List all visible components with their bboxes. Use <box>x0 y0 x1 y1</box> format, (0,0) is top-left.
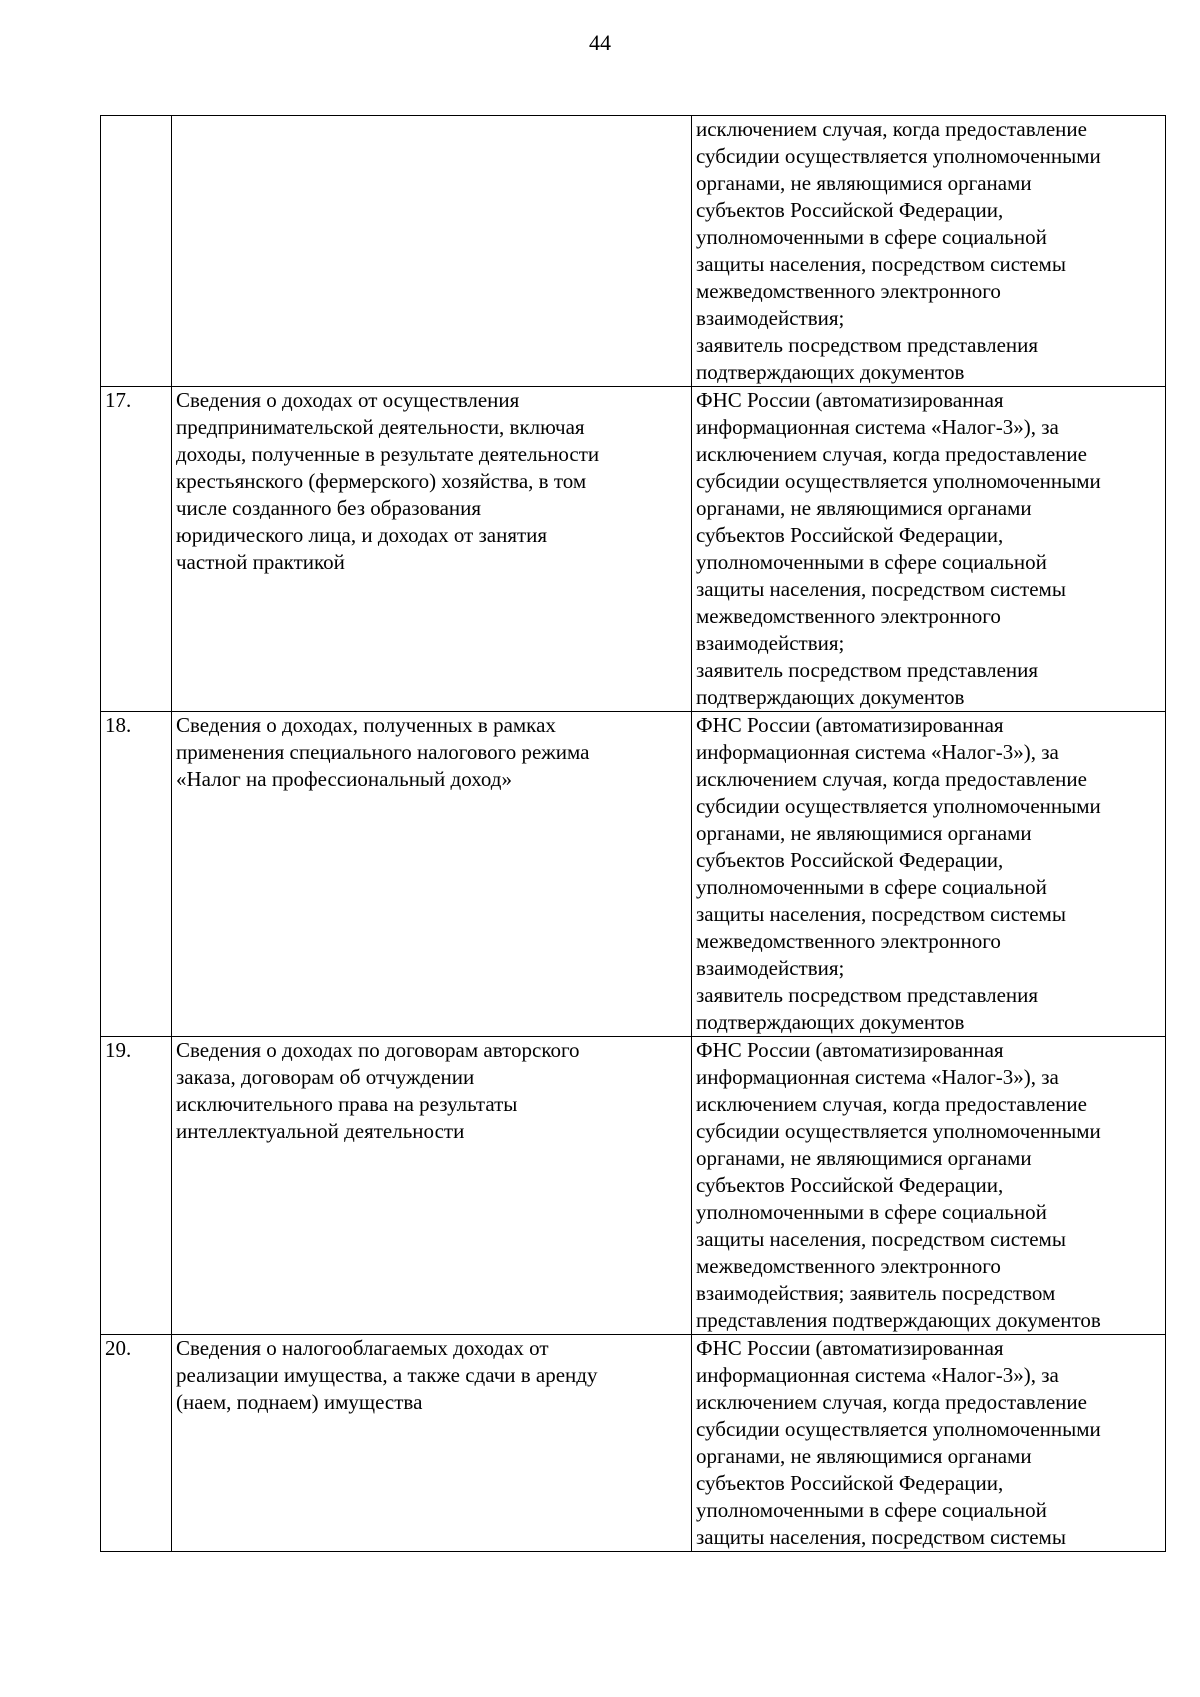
source-line: уполномоченными в сфере социальной <box>696 875 1047 899</box>
source-line: защиты населения, посредством системы <box>696 1227 1066 1251</box>
source-line: ФНС России (автоматизированная <box>696 1336 1004 1360</box>
source-line: защиты населения, посредством системы <box>696 577 1066 601</box>
source-cell <box>692 1037 1166 1335</box>
source-line: заявитель посредством представления <box>696 983 1039 1007</box>
source-line: исключением случая, когда предоставление <box>696 117 1087 141</box>
source-line: ФНС России (автоматизированная <box>696 713 1004 737</box>
source-line: межведомственного электронного <box>696 1254 1001 1278</box>
source-line: подтверждающих документов <box>696 360 965 384</box>
source-line: субсидии осуществляется уполномоченными <box>696 1417 1101 1441</box>
source-line: информационная система «Налог-3»), за <box>696 1363 1059 1387</box>
source-line: межведомственного электронного <box>696 604 1001 628</box>
info-line: (наем, поднаем) имущества <box>176 1390 423 1414</box>
source-line: ФНС России (автоматизированная <box>696 1038 1004 1062</box>
source-line: субъектов Российской Федерации, <box>696 1471 1004 1495</box>
info-line: реализации имущества, а также сдачи в аренду <box>176 1363 598 1387</box>
info-line: Сведения о доходах, полученных в рамках <box>176 713 556 737</box>
info-line: Сведения о доходах по договорам авторского <box>176 1038 580 1062</box>
info-line: частной практикой <box>176 550 345 574</box>
source-line: межведомственного электронного <box>696 929 1001 953</box>
source-line: субъектов Российской Федерации, <box>696 1173 1004 1197</box>
info-cell <box>172 1037 692 1335</box>
source-line: взаимодействия; <box>696 956 845 980</box>
source-line: исключением случая, когда предоставление <box>696 1092 1087 1116</box>
source-line: субъектов Российской Федерации, <box>696 848 1004 872</box>
table-row <box>101 712 1166 1037</box>
source-line: органами, не являющимися органами <box>696 1146 1032 1170</box>
source-line: субъектов Российской Федерации, <box>696 198 1004 222</box>
table-row <box>101 387 1166 712</box>
source-line: защиты населения, посредством системы <box>696 1525 1066 1549</box>
info-line: числе созданного без образования <box>176 496 482 520</box>
source-line: уполномоченными в сфере социальной <box>696 1498 1047 1522</box>
source-cell <box>692 1335 1166 1552</box>
source-line: защиты населения, посредством системы <box>696 252 1066 276</box>
source-line: субсидии осуществляется уполномоченными <box>696 469 1101 493</box>
page-number: 44 <box>589 30 611 55</box>
source-line: взаимодействия; <box>696 306 845 330</box>
source-line: заявитель посредством представления <box>696 658 1039 682</box>
source-line: представления подтверждающих документов <box>696 1308 1101 1332</box>
row-number: 19. <box>101 1037 172 1335</box>
source-line: заявитель посредством представления <box>696 333 1039 357</box>
info-line: применения специального налогового режима <box>176 740 590 764</box>
source-line: исключением случая, когда предоставление <box>696 767 1087 791</box>
source-cell <box>692 116 1166 387</box>
source-line: органами, не являющимися органами <box>696 496 1032 520</box>
source-line: уполномоченными в сфере социальной <box>696 225 1047 249</box>
source-line: подтверждающих документов <box>696 1010 965 1034</box>
source-line: субсидии осуществляется уполномоченными <box>696 144 1101 168</box>
source-cell <box>692 387 1166 712</box>
source-line: субсидии осуществляется уполномоченными <box>696 794 1101 818</box>
source-line: подтверждающих документов <box>696 685 965 709</box>
source-line: взаимодействия; <box>696 631 845 655</box>
source-line: межведомственного электронного <box>696 279 1001 303</box>
info-line: Сведения о налогооблагаемых доходах от <box>176 1336 549 1360</box>
info-line: исключительного права на результаты <box>176 1092 518 1116</box>
source-line: органами, не являющимися органами <box>696 1444 1032 1468</box>
row-number: 18. <box>101 712 172 1037</box>
source-line: уполномоченными в сфере социальной <box>696 550 1047 574</box>
table-body <box>101 116 1166 1552</box>
source-line: органами, не являющимися органами <box>696 821 1032 845</box>
info-line: Сведения о доходах от осуществления <box>176 388 520 412</box>
info-line: крестьянского (фермерского) хозяйства, в том <box>176 469 587 493</box>
source-line: ФНС России (автоматизированная <box>696 388 1004 412</box>
info-line: заказа, договорам об отчуждении <box>176 1065 475 1089</box>
table-row <box>101 1037 1166 1335</box>
info-line: «Налог на профессиональный доход» <box>176 767 512 791</box>
info-line: доходы, полученные в результате деятельности <box>176 442 600 466</box>
source-line: органами, не являющимися органами <box>696 171 1032 195</box>
info-cell <box>172 1335 692 1552</box>
source-line: исключением случая, когда предоставление <box>696 1390 1087 1414</box>
row-number: 17. <box>101 387 172 712</box>
source-line: информационная система «Налог-3»), за <box>696 740 1059 764</box>
info-cell <box>172 387 692 712</box>
info-line: интеллектуальной деятельности <box>176 1119 465 1143</box>
source-line: защиты населения, посредством системы <box>696 902 1066 926</box>
info-line: предпринимательской деятельности, включая <box>176 415 585 439</box>
source-line: субъектов Российской Федерации, <box>696 523 1004 547</box>
info-line: юридического лица, и доходах от занятия <box>176 523 548 547</box>
source-line: исключением случая, когда предоставление <box>696 442 1087 466</box>
source-line: взаимодействия; заявитель посредством <box>696 1281 1056 1305</box>
row-number <box>101 116 172 387</box>
source-line: субсидии осуществляется уполномоченными <box>696 1119 1101 1143</box>
info-cell <box>172 116 692 387</box>
info-cell <box>172 712 692 1037</box>
table-row <box>101 1335 1166 1552</box>
source-line: информационная система «Налог-3»), за <box>696 1065 1059 1089</box>
source-line: уполномоченными в сфере социальной <box>696 1200 1047 1224</box>
table-row <box>101 116 1166 387</box>
source-line: информационная система «Налог-3»), за <box>696 415 1059 439</box>
document-table <box>100 115 1166 1552</box>
row-number: 20. <box>101 1335 172 1552</box>
source-cell <box>692 712 1166 1037</box>
